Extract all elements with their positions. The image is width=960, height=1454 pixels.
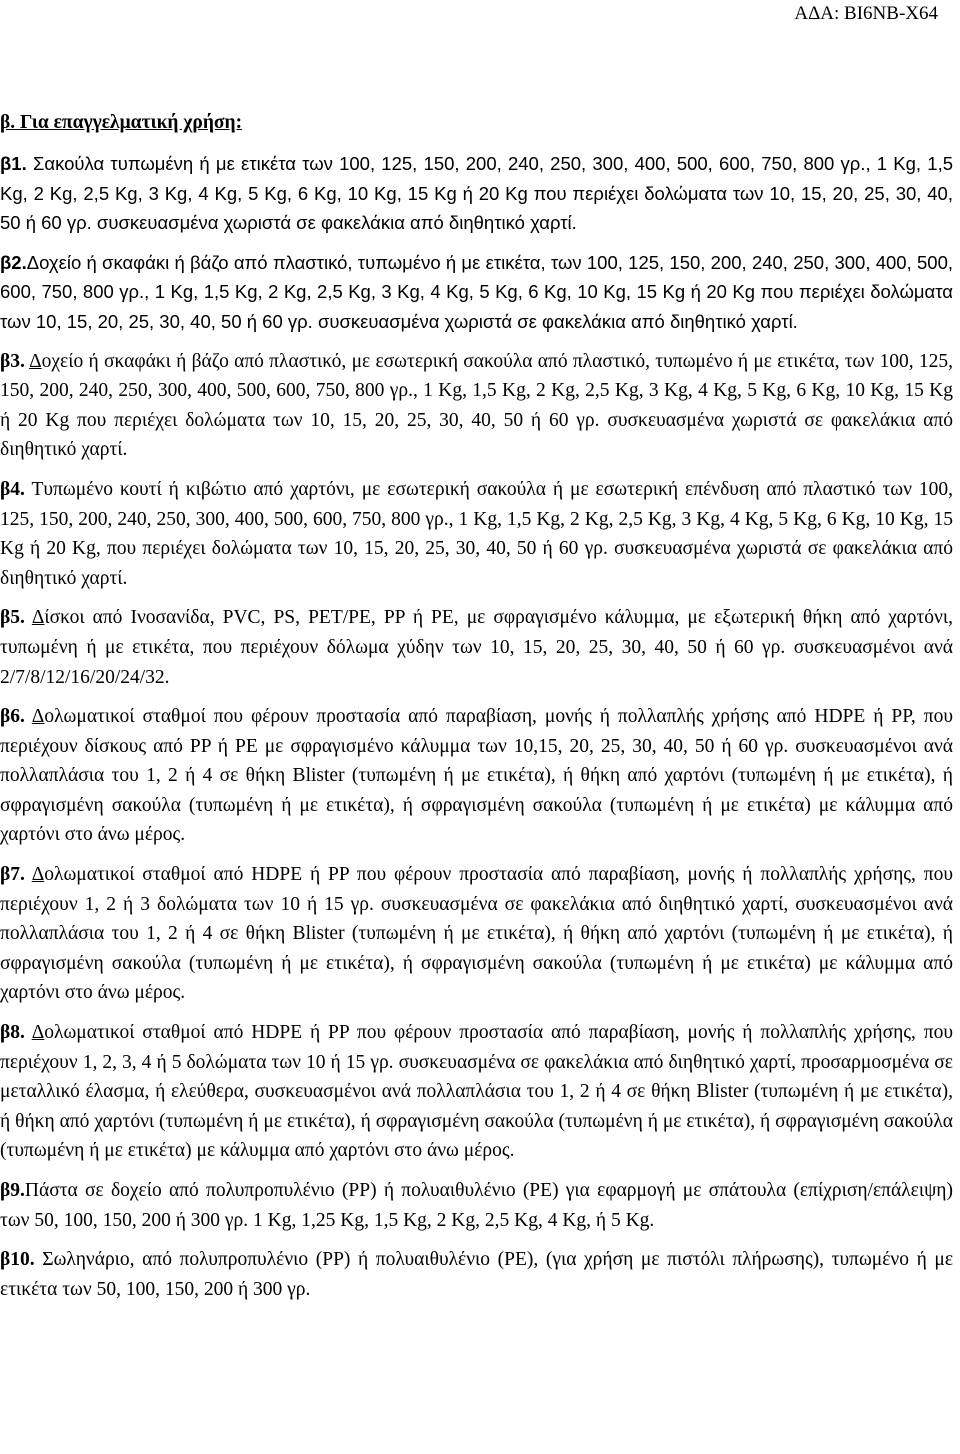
item-number: β6. — [0, 706, 25, 728]
item-b6 — [0, 702, 953, 850]
item-text: ολωματικοί σταθμοί που φέρουν προστασία από παραβίαση, μονής ή πολλαπλής χρήσης από HDPE ή PP, που περιέχουν δίσκους από PP ή PE με σφραγισμένο κάλυμμα των 10,15, 20, 25, 30, 40, 50 ή 60 γρ. συσκευασμένοι ανά πολλαπλάσια του 1, 2 ή 4 σε θήκη Blister (τυπωμένη ή με ετικέτα), ή θήκη από χαρτόνι (τυπωμένη ή με ετικέτα), ή σφραγισμένη σακούλα (τυπωμένη ή με ετικέτα), ή σφραγισμένη σακούλα (τυπωμένη ή με ετικέτα) με κάλυμμα από χαρτόνι στο άνω μέρος. — [0, 706, 953, 846]
item-b4 — [0, 475, 953, 593]
item-text: ολωματικοί σταθμοί από HDPE ή PP που φέρουν προστασία από παραβίαση, μονής ή πολλαπλής χρήσης, που περιέχουν 1, 2, 3, 4 ή 5 δολώματα των 10 ή 15 γρ. συσκευασμένα σε φακελάκια από διηθητικό χαρτί, προσαρμοσμένα σε μεταλλικό έλασμα, ή ελεύθερα, συσκευασμένοι ανά πολλαπλάσια του 1, 2 ή 4 σε θήκη Blister (τυπωμένη ή με ετικέτα), ή θήκη από χαρτόνι (τυπωμένη ή με ετικέτα), ή σφραγισμένη σακούλα (τυπωμένη ή με ετικέτα), ή σφραγισμένη σακούλα (τυπωμένη ή με ετικέτα) με κάλυμμα από χαρτόνι στο άνω μέρος. — [0, 1022, 953, 1162]
item-b10 — [0, 1245, 953, 1304]
item-lead: Δ — [31, 1022, 45, 1044]
item-number: β10. — [0, 1249, 35, 1271]
item-b7 — [0, 860, 953, 1008]
item-number: β2. — [0, 251, 27, 273]
item-number: β3. — [0, 350, 25, 372]
item-b1 — [0, 149, 953, 238]
item-text: Δοχείο ή σκαφάκι ή βάζο από πλαστικό, τυπωμένο ή με ετικέτα, των 100, 125, 150, 200, 240, 250, 300, 400, 500, 600, 750, 800 γρ., 1 Kg, 1,5 Kg, 2 Kg, 2,5 Kg, 3 Kg, 4 Kg, 5 Kg, 6 Kg, 10 Kg, 15 Kg ή 20 Kg που περιέχει δολώματα των 10, 15, 20, 25, 30, 40, 50 ή 60 γρ. συσκευασμένα χωριστά σε φακελάκια από διηθητικό χαρτί. — [0, 251, 953, 332]
document-body — [0, 108, 953, 1314]
item-text: ίσκοι από Ινοσανίδα, PVC, PS, PET/PE, PP ή PE, με σφραγισμένο κάλυμμα, με εξωτερική θήκη από χαρτόνι, τυπωμένη ή με ετικέτα, που περιέχουν δόλωμα χύδην των 10, 15, 20, 25, 30, 40, 50 ή 60 γρ. συσκευασμένοι ανά 2/7/8/12/16/20/24/32. — [0, 607, 953, 688]
item-b3 — [0, 347, 953, 465]
item-text: ολωματικοί σταθμοί από HDPE ή PP που φέρουν προστασία από παραβίαση, μονής ή πολλαπλής χρήσης, που περιέχουν 1, 2 ή 3 δολώματα των 10 ή 15 γρ. συσκευασμένα σε φακελάκια από διηθητικό χαρτί, συσκευασμένοι ανά πολλαπλάσια του 1, 2 ή 4 σε θήκη Blister (τυπωμένη ή με ετικέτα), ή θήκη από χαρτόνι (τυπωμένη ή με ετικέτα), ή σφραγισμένη σακούλα (τυπωμένη ή με ετικέτα), ή σφραγισμένη σακούλα (τυπωμένη ή με ετικέτα) με κάλυμμα από χαρτόνι στο άνω μέρος. — [0, 864, 953, 1004]
item-number: β8. — [0, 1022, 25, 1044]
item-number: β4. — [0, 478, 25, 500]
item-lead: Δ — [31, 864, 45, 886]
item-text: οχείο ή σκαφάκι ή βάζο από πλαστικό, με εσωτερική σακούλα από πλαστικό, τυπωμένο ή με ετικέτα, των 100, 125, 150, 200, 240, 250, 300, 400, 500, 600, 750, 800 γρ., 1 Kg, 1,5 Kg, 2 Kg, 2,5 Kg, 3 Kg, 4 Kg, 5 Kg, 6 Kg, 10 Kg, 15 Kg ή 20 Kg που περιέχει δολώματα των 10, 15, 20, 25, 30, 40, 50 ή 60 γρ. συσκευασμένα χωριστά σε φακελάκια από διηθητικό χαρτί. — [0, 350, 953, 461]
ada-code: ΑΔΑ: ΒΙ6ΝΒ-Χ64 — [794, 3, 938, 24]
item-number: β9. — [0, 1180, 25, 1201]
item-number: β5. — [0, 607, 25, 629]
section-heading — [0, 108, 953, 137]
item-lead: Δ — [31, 706, 45, 728]
item-b9 — [0, 1176, 953, 1235]
item-lead: Δ — [31, 607, 45, 629]
item-text: Σακούλα τυπωμένη ή με ετικέτα των 100, 125, 150, 200, 240, 250, 300, 400, 500, 600, 750, 800 γρ., 1 Kg, 1,5 Kg, 2 Kg, 2,5 Kg, 3 Kg, 4 Kg, 5 Kg, 6 Kg, 10 Kg, 15 Kg ή 20 Kg που περιέχει δολώματα των 10, 15, 20, 25, 30, 40, 50 ή 60 γρ. συσκευασμένα χωριστά σε φακελάκια από διηθητικό χαρτί. — [0, 153, 953, 234]
section-title: Για επαγγελματική χρήση: — [20, 112, 243, 133]
item-lead: Δ — [29, 350, 42, 372]
item-b2 — [0, 248, 953, 337]
item-text: Πάστα σε δοχείο από πολυπροπυλένιο (PP) ή πολυαιθυλένιο (PE) για εφαρμογή με σπάτουλα (επίχριση/επάλειψη) των 50, 100, 150, 200 ή 300 γρ. 1 Kg, 1,25 Kg, 1,5 Kg, 2 Kg, 2,5 Kg, 4 Kg, ή 5 Kg. — [0, 1180, 953, 1231]
item-b8 — [0, 1018, 953, 1166]
item-number: β1. — [0, 153, 27, 174]
section-label: β. — [0, 112, 16, 133]
item-text: Τυπωμένο κουτί ή κιβώτιο από χαρτόνι, με εσωτερική σακούλα ή με εσωτερική επένδυση από πλαστικό των 100, 125, 150, 200, 240, 250, 300, 400, 500, 600, 750, 800 γρ., 1 Kg, 1,5 Kg, 2 Kg, 2,5 Kg, 3 Kg, 4 Kg, 5 Kg, 6 Kg, 10 Kg, 15 Kg ή 20 Kg, που περιέχει δολώματα των 10, 15, 20, 25, 30, 40, 50 ή 60 γρ. συσκευασμένα χωριστά σε φακελάκια από διηθητικό χαρτί. — [0, 478, 953, 589]
item-number: β7. — [0, 864, 25, 886]
item-text: Σωληνάριο, από πολυπροπυλένιο (PP) ή πολυαιθυλένιο (PE), (για χρήση με πιστόλι πλήρωσης), τυπωμένο ή με ετικέτα των 50, 100, 150, 200 ή 300 γρ. — [0, 1249, 954, 1300]
item-b5 — [0, 603, 953, 692]
